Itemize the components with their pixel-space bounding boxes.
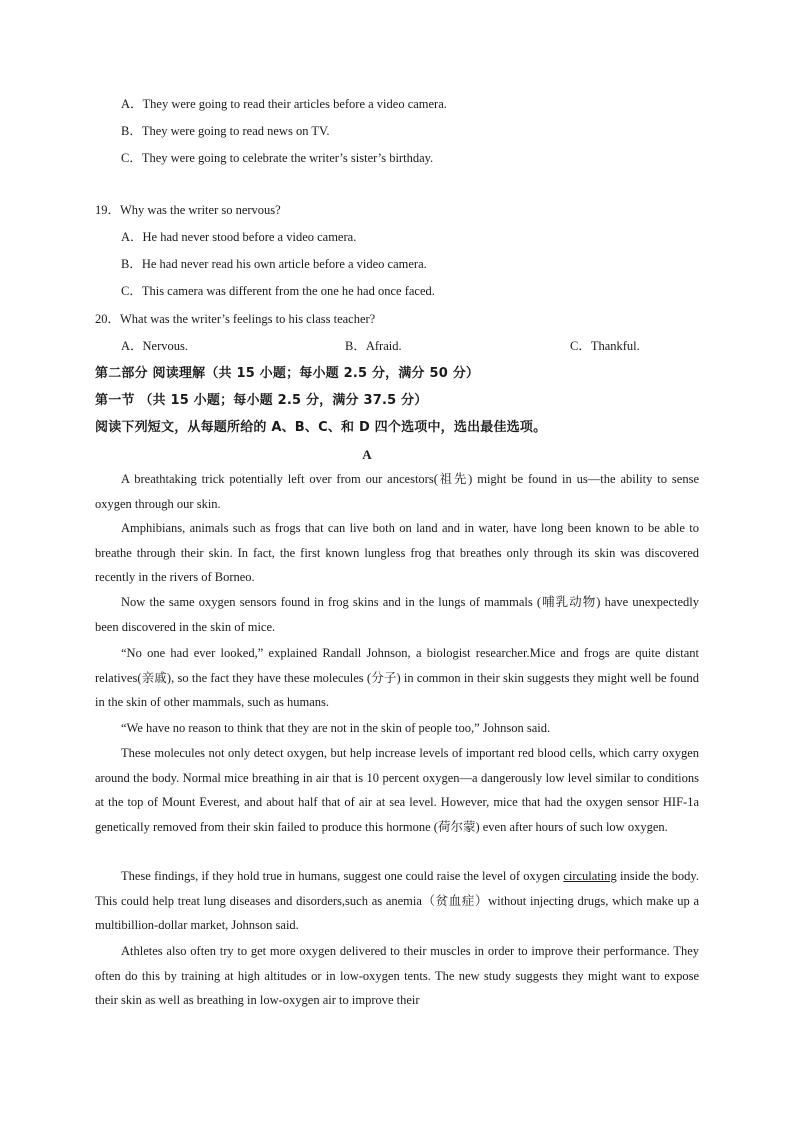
q19-stem: 19．Why was the writer so nervous? — [95, 203, 281, 217]
q20-stem: 20．What was the writer’s feelings to his class teacher? — [95, 312, 376, 326]
q20-option-a: A．Nervous. — [121, 339, 189, 353]
paragraph-4: “No one had ever looked,” explained Randall Johnson, a biologist researcher.Mice and frogs are quite distant relatives(亲戚), so the fact they have these molecules (分子) in common in their skin suggests they might well be found in the skin of other mammals, such as humans. — [95, 646, 699, 710]
paragraph-7-end: inside the body. This could help treat lung diseases and disorders,such as anemia（贫血症）without injecting drugs, which make up a multibillion-dollar market, Johnson said. — [95, 869, 699, 933]
paragraph-7 — [95, 864, 699, 938]
paragraph-5: “We have no reason to think that they are not in the skin of people too,” Johnson said. — [121, 721, 551, 735]
q18-option-b: B．They were going to read news on TV. — [121, 124, 330, 138]
q19-option-b: B．He had never read his own article before a video camera. — [121, 257, 427, 271]
instruction-text: 阅读下列短文，从每题所给的 A、B、C、和 D 四个选项中，选出最佳选项。 — [95, 420, 547, 435]
paragraph-3: Now the same oxygen sensors found in frog skins and in the lungs of mammals (哺乳动物) have unexpectedly been discovered in the skin of mice. — [95, 595, 699, 634]
q18-option-c: C．They were going to celebrate the writer’s sister’s birthday. — [121, 151, 434, 165]
paragraph-2: Amphibians, animals such as frogs that can live both on land and in water, have long been known to be able to breathe through their skin. In fact, the first known lungless frog that breathes only through its skin was discovered recently in the rivers of Borneo. — [95, 521, 699, 585]
paragraph-8: Athletes also often try to get more oxygen delivered to their muscles in order to improve their performance. They often do this by training at high altitudes or in low-oxygen tents. The new study suggests they might want to expose their skin as well as breathing in low-oxygen air to improve their — [95, 944, 699, 1008]
q19-option-a: A．He had never stood before a video camera. — [121, 230, 357, 244]
subsection-heading: 第一节 （共 15 小题；每小题 2.5 分，满分 37.5 分） — [95, 393, 428, 408]
section-heading: 第二部分 阅读理解（共 15 小题；每小题 2.5 分，满分 50 分） — [95, 366, 480, 381]
paragraph-1: A breathtaking trick potentially left over from our ancestors(祖先) might be found in us—the ability to sense oxygen through our skin. — [95, 472, 699, 511]
q20-option-b: B．Afraid. — [345, 339, 402, 353]
passage-title: A — [362, 447, 372, 462]
q19-option-c: C．This camera was different from the one he had once faced. — [121, 284, 435, 298]
q20-option-c: C．Thankful. — [570, 339, 640, 353]
paragraph-6: These molecules not only detect oxygen, but help increase levels of important red blood cells, which carry oxygen around the body. Normal mice breathing in air that is 10 percent oxygen—a dangerously low level similar to conditions at the top of Mount Everest, and about half that of air at sea level. However, mice that had the oxygen sensor HIF-1a genetically removed from their skin failed to produce this hormone (荷尔蒙) even after hours of such low oxygen. — [95, 746, 699, 834]
paragraph-7-start: These findings, if they hold true in humans, suggest one could raise the level of oxygen — [121, 869, 564, 883]
q18-option-a: A．They were going to read their articles before a video camera. — [121, 97, 447, 111]
underlined-word: circulating — [563, 869, 617, 883]
